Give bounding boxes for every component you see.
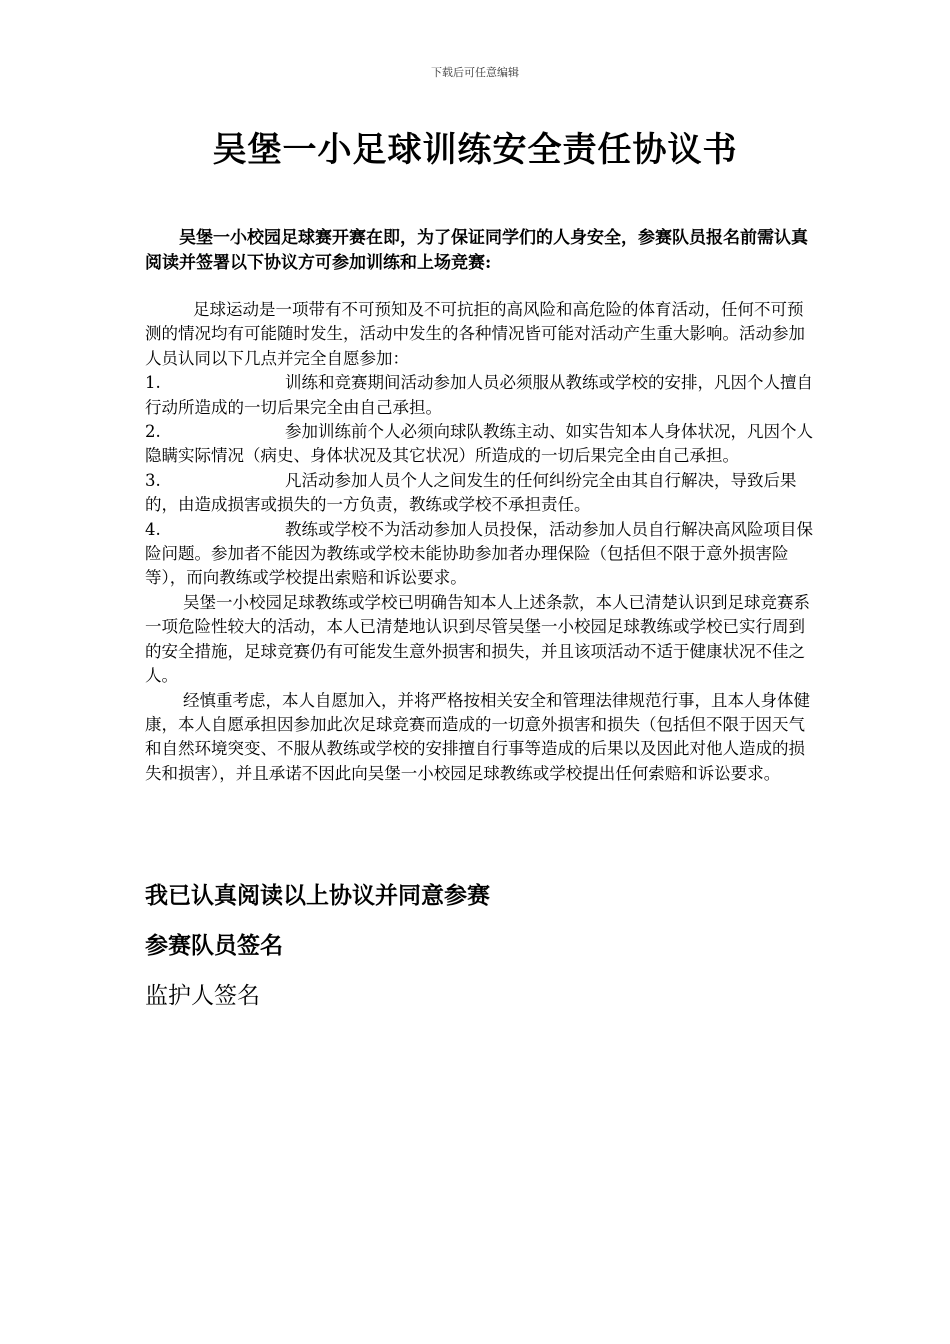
agreement-body — [145, 298, 817, 786]
lead-paragraph: 足球运动是一项带有不可预知及不可抗拒的高风险和高危险的体育活动，任何不可预测的情况均有可能随时发生，活动中发生的各种情况皆可能对活动产生重大影响。活动参加人员认同以下几点并完全自愿参加： — [145, 300, 805, 368]
clause-text: 凡活动参加人员个人之间发生的任何纠纷完全由其自行解决，导致后果的，由造成损害或损失的一方负责，教练或学校不承担责任。 — [145, 470, 797, 515]
document-title: 吴堡一小足球训练安全责任协议书 — [212, 130, 738, 170]
clause-item — [145, 469, 817, 518]
header-note: 下载后可任意编辑 — [431, 66, 519, 79]
clause-text: 参加训练前个人必须向球队教练主动、如实告知本人身体状况，凡因个人隐瞒实际情况（病史、身体状况及其它状况）所造成的一切后果完全由自己承担。 — [145, 422, 813, 466]
clause-item — [145, 518, 817, 591]
acknowledgement-paragraph: 吴堡一小校园足球教练或学校已明确告知本人上述条款，本人已清楚认识到足球竞赛系一项危险性较大的活动，本人已清楚地认识到尽管吴堡一小校园足球教练或学校已实行周到的安全措施，足球竞赛仍有可能发生意外损害和损失，并且该项活动不适于健康状况不佳之人。 — [145, 592, 810, 686]
clause-text: 训练和竞赛期间活动参加人员必须服从教练或学校的安排，凡因个人擅自行动所造成的一切后果完全由自己承担。 — [145, 373, 813, 417]
clause-number: 1. — [145, 373, 161, 393]
player-signature-label: 参赛队员签名 — [145, 932, 283, 959]
clause-text: 教练或学校不为活动参加人员投保，活动参加人员自行解决高风险项目保险问题。参加者不能因为教练或学校未能协助参加者办理保险（包括但不限于意外损害险等），而向教练或学校提出索赔和诉讼要求。 — [145, 519, 813, 588]
intro-paragraph: 吴堡一小校园足球赛开赛在即，为了保证同学们的人身安全，参赛队员报名前需认真阅读并签署以下协议方可参加训练和上场竞赛: — [145, 228, 808, 273]
clause-number: 4. — [145, 519, 161, 539]
clause-item — [145, 420, 817, 469]
consent-paragraph: 经慎重考虑，本人自愿加入，并将严格按相关安全和管理法律规范行事，且本人身体健康，本人自愿承担因参加此次足球竞赛而造成的一切意外损害和损失（包括但不限于因天气和自然环境突变、不服从教练或学校的安排擅自行事等造成的后果以及因此对他人造成的损失和损害），并且承诺不因此向吴堡一小校园足球教练或学校提出任何索赔和诉讼要求。 — [145, 690, 810, 783]
clause-item — [145, 371, 817, 420]
clause-number: 2. — [145, 422, 161, 442]
clause-number: 3. — [145, 470, 161, 490]
agreement-statement: 我已认真阅读以上协议并同意参赛 — [145, 882, 490, 909]
guardian-signature-label: 监护人签名 — [145, 983, 260, 1009]
